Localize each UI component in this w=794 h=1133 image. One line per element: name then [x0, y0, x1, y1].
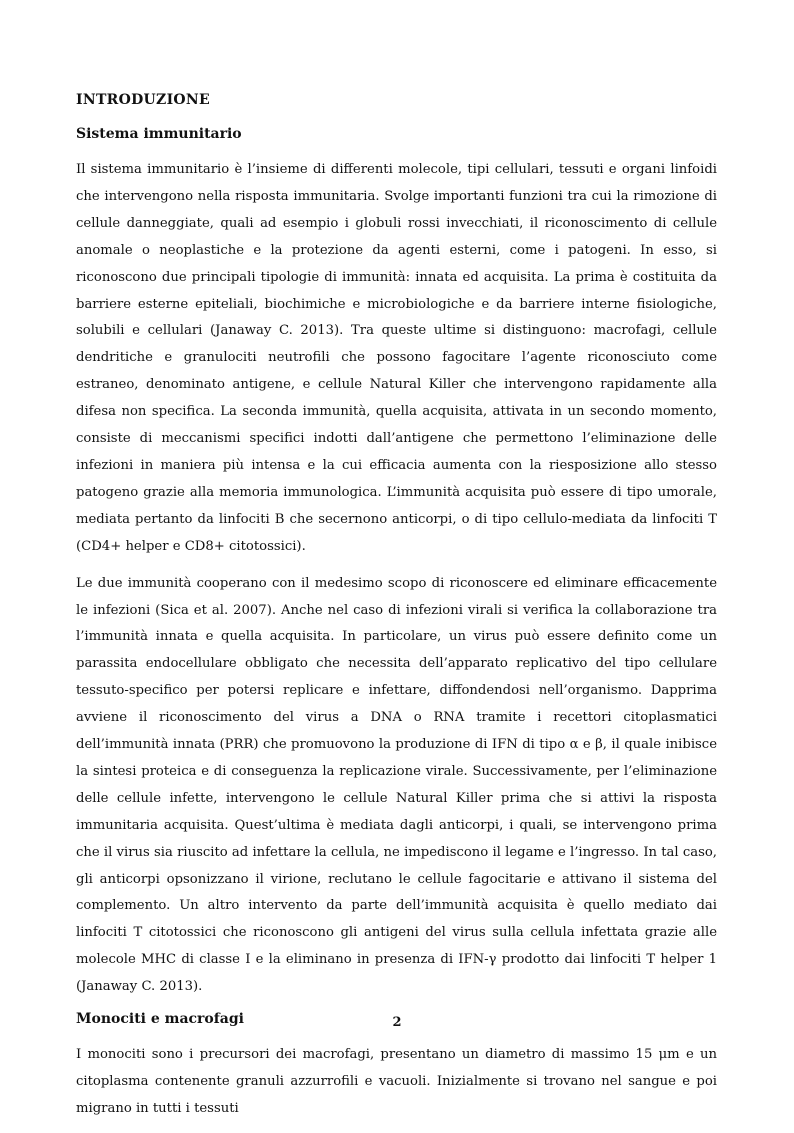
page-number: 2	[392, 1015, 402, 1030]
page-content	[76, 92, 717, 1133]
section-title-sistema-immunitario: Sistema immunitario	[76, 126, 242, 142]
paragraph: I monociti sono i precursori dei macrofagi, presentano un diametro di massimo 15 μm e un citoplasma contenente granuli azzurrofili e vacuoli. Inizialmente si trovano nel sangue e poi migrano in tutti i tessuti	[76, 1047, 717, 1116]
paragraph: Il sistema immunitario è l’insieme di differenti molecole, tipi cellulari, tessuti e organi linfoidi che intervengono nella risposta immunitaria. Svolge importanti funzioni tra cui la rimozione di cellule danneggiate, quali ad esempio i globuli rossi invecchiati, il riconoscimento di cellule anomale o neoplastiche e la protezione da agenti esterni, come i patogeni. In esso, si riconoscono due principali tipologie di immunità: innata ed acquisita. La prima è costituita da barriere esterne epiteliali, biochimiche e microbiologiche e da barriere interne fisiologiche, solubili e cellulari (Janaway C. 2013). Tra queste ultime si distinguono: macrofagi, cellule dendritiche e granulociti neutrofili che possono fagocitare l’agente riconosciuto come estraneo, denominato antigene, e cellule Natural Killer che intervengono rapidamente alla difesa non specifica. La seconda immunità, quella acquisita, attivata in un secondo momento, consiste di meccanismi specifici indotti dall’antigene che permettono l’eliminazione delle infezioni in maniera più intensa e la cui efficacia aumenta con la riesposizione allo stesso patogeno grazie alla memoria immunologica. L’immunità acquisita può essere di tipo umorale, mediata pertanto da linfociti B che secernono anticorpi, o di tipo cellulo-mediata da linfociti T (CD4+ helper e CD8+ citotossici).	[76, 162, 717, 554]
chapter-heading: INTRODUZIONE	[76, 92, 210, 108]
section-title-monociti-macrofagi: Monociti e macrofagi	[76, 1011, 244, 1028]
paragraph: Le due immunità cooperano con il medesimo scopo di riconoscere ed eliminare efficacemente le infezioni (Sica et al. 2007). Anche nel caso di infezioni virali si verifica la collaborazione tra l’immunità innata e quella acquisita. In particolare, un virus può essere definito come un parassita endocellulare obbligato che necessita dell’apparato replicativo del tipo cellulare tessuto-specifico per potersi replicare e infettare, diffondendosi nell’organismo. Dapprima avviene il riconoscimento del virus a DNA o RNA tramite i recettori citoplasmatici dell’immunità innata (PRR) che promuovono la produzione di IFN di tipo α e β, il quale inibisce la sintesi proteica e di conseguenza la replicazione virale. Successivamente, per l’eliminazione delle cellule infette, intervengono le cellule Natural Killer prima che si attivi la risposta immunitaria acquisita. Quest’ultima è mediata dagli anticorpi, i quali, se intervengono prima che il virus sia riuscito ad infettare la cellula, ne impediscono il legame e l’ingresso. In tal caso, gli anticorpi opsonizzano il virione, reclutano le cellule fagocitarie e attivano il sistema del complemento. Un altro intervento da parte dell’immunità acquisita è quello mediato dai linfociti T citotossici che riconoscono gli antigeni del virus sulla cellula infettata grazie alle molecole MHC di classe I e la eliminano in presenza di IFN-γ prodotto dai linfociti T helper 1 (Janaway C. 2013).	[76, 575, 717, 995]
